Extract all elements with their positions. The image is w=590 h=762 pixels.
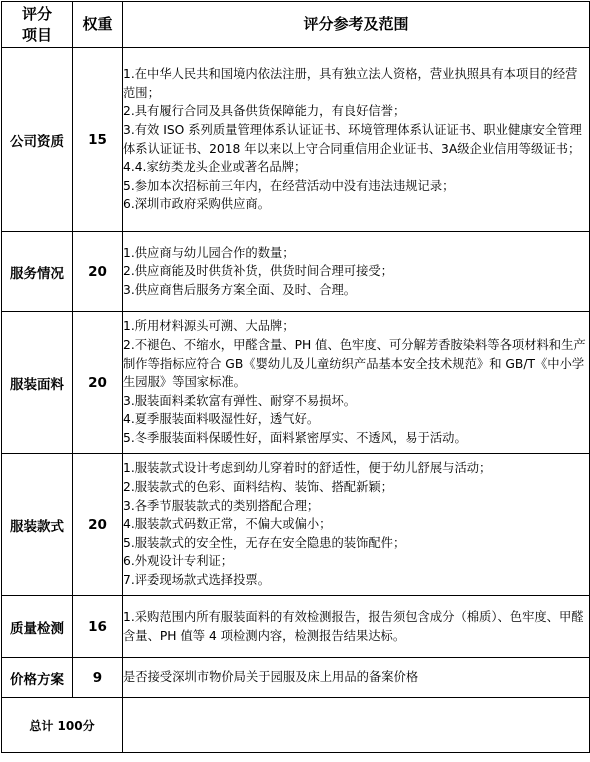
desc-line: 4.4.家纺类龙头企业或著名品牌； [123, 160, 307, 175]
desc-line: 5.参加本次招标前三年内，在经营活动中没有违法违规记录； [123, 178, 455, 193]
desc-cell [123, 312, 590, 454]
desc-cell [123, 658, 590, 698]
desc-line: 6.外观设计专利证； [123, 554, 234, 569]
row-service [2, 232, 590, 312]
desc-cell [123, 232, 590, 312]
row-style [2, 454, 590, 596]
desc-line: 3.各季节服装款式的类别搭配合理； [123, 498, 320, 513]
header-item: 评分 项目 [2, 2, 73, 48]
desc-cell [123, 596, 590, 658]
desc-line: 1.采购范围内所有服装面料的有效检测报告，报告须包含成分（棉质）、色牢度、甲醛含量、PH 值等 4 项检测内容，检测报告结果达标。 [123, 609, 584, 643]
category-cell: 质量检测 [2, 596, 73, 658]
weight-cell: 15 [73, 48, 123, 232]
row-total [2, 698, 590, 753]
weight-cell: 9 [73, 658, 123, 698]
header-row [2, 2, 590, 48]
desc-line: 6.深圳市政府采购供应商。 [123, 197, 270, 212]
desc-line: 1.在中华人民共和国境内依法注册，具有独立法人资格，营业执照具有本项目的经营范围； [123, 67, 578, 100]
scoring-table [1, 1, 590, 753]
row-company-qualification [2, 48, 590, 232]
category-cell: 价格方案 [2, 658, 73, 698]
desc-line: 2.服装款式的色彩、面料结构、装饰、搭配新颖； [123, 480, 393, 495]
desc-line: 3.服装面料柔软富有弹性、耐穿不易损坏。 [123, 393, 357, 408]
desc-line: 2.供应商能及时供货补货，供货时间合理可接受； [123, 264, 393, 279]
weight-cell: 20 [73, 312, 123, 454]
row-fabric [2, 312, 590, 454]
row-price [2, 658, 590, 698]
desc-line: 5.冬季服装面料保暖性好，面料紧密厚实、不透风，易于活动。 [123, 430, 467, 445]
desc-cell [123, 48, 590, 232]
desc-line: 2.不褪色、不缩水，甲醛含量、PH 值、色牢度、可分解芳香胺染料等各项材料和生产制作等指标应符合 GB《婴幼儿及儿童纺织产品基本安全技术规范》和 GB/T《中小学生园服》等国家标准。 [123, 338, 586, 390]
desc-line: 7.评委现场款式选择投票。 [123, 572, 270, 587]
header-desc: 评分参考及范围 [123, 2, 590, 48]
desc-line: 1.供应商与幼儿园合作的数量； [123, 245, 295, 260]
desc-line: 1.所用材料源头可溯、大品牌； [123, 319, 295, 334]
desc-line: 1.服装款式设计考虑到幼儿穿着时的舒适性，便于幼儿舒展与活动； [123, 461, 492, 476]
desc-cell [123, 454, 590, 596]
category-cell: 服务情况 [2, 232, 73, 312]
desc-line: 4.夏季服装面料吸湿性好，透气好。 [123, 412, 320, 427]
row-quality-test [2, 596, 590, 658]
header-weight: 权重 [73, 2, 123, 48]
desc-line: 3.有效 ISO 系列质量管理体系认证证书、环境管理体系认证证书、职业健康安全管理体系认证证书、2018 年以来以上守合同重信用企业证书、3A级企业信用等级证书； [123, 122, 582, 156]
category-cell: 公司资质 [2, 48, 73, 232]
desc-line: 2.具有履行合同及具备供货保障能力，有良好信誉； [123, 104, 406, 119]
desc-line: 4.服装款式码数正常，不偏大或偏小； [123, 517, 332, 532]
desc-line: 是否接受深圳市物价局关于园服及床上用品的备案价格 [123, 670, 419, 685]
desc-line: 3.供应商售后服务方案全面、及时、合理。 [123, 282, 357, 297]
desc-line: 5.服装款式的安全性，无存在安全隐患的装饰配件； [123, 535, 406, 550]
blank-cell [123, 698, 590, 753]
weight-cell: 16 [73, 596, 123, 658]
weight-cell: 20 [73, 232, 123, 312]
weight-cell: 20 [73, 454, 123, 596]
category-cell: 服装面料 [2, 312, 73, 454]
total-cell: 总计 100分 [2, 698, 123, 753]
category-cell: 服装款式 [2, 454, 73, 596]
